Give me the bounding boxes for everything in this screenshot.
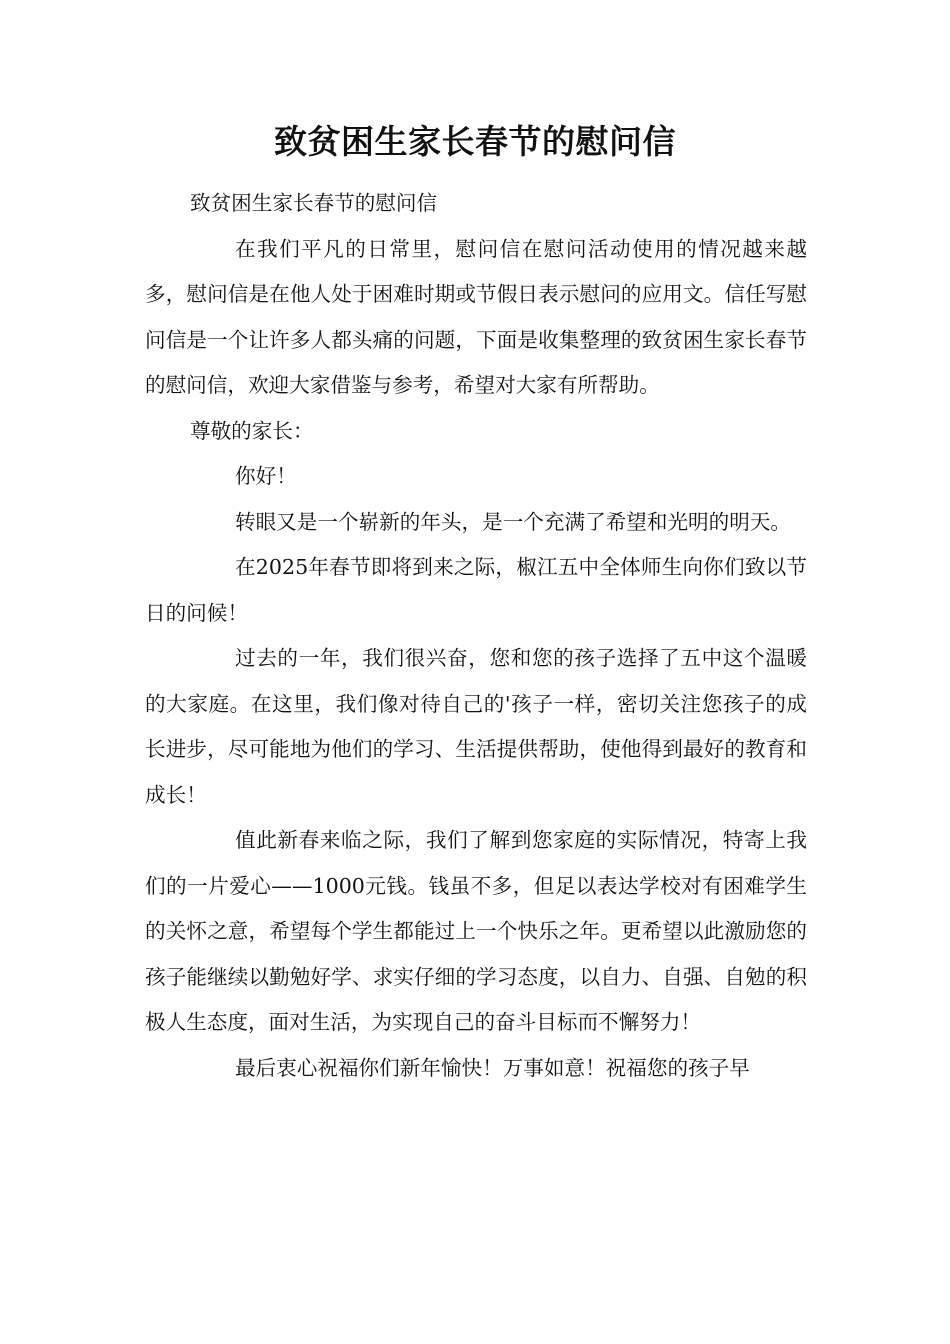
subtitle-paragraph: 致贫困生家长春节的慰问信: [190, 191, 438, 215]
document-title: 致贫困生家长春节的慰问信: [274, 122, 676, 161]
closing-paragraph: 最后衷心祝福你们新年愉快！万事如意！祝福您的孩子早: [235, 1055, 750, 1080]
intro-paragraph: 在我们平凡的日常里，慰问信在慰问活动使用的情况越来越多，慰问信是在他人处于困难时期或节假日表示慰问的应用文。信任写慰问信是一个让许多人都头痛的问题，下面是收集整理的致贫困生家长春节的慰问信，欢迎大家借鉴与参考，希望对大家有所帮助。: [145, 236, 807, 397]
body-paragraph: 在2025年春节即将到来之际，椒江五中全体师生向你们致以节日的问候！: [145, 555, 807, 625]
body-paragraph: 值此新春来临之际，我们了解到您家庭的实际情况，特寄上我们的一片爱心——1000元钱。钱虽不多，但足以表达学校对有困难学生的关怀之意，希望每个学生都能过上一个快乐之年。更希望以此激励您的孩子能继续以勤勉好学、求实仔细的学习态度，以自力、自强、自勉的积极人生态度，面对生活，为实现自己的奋斗目标而不懈努力！: [145, 828, 807, 1034]
salutation: 尊敬的家长：: [190, 418, 314, 443]
greeting: 你好！: [235, 464, 297, 488]
document-body: [145, 181, 807, 1091]
body-paragraph: 过去的一年，我们很兴奋，您和您的孩子选择了五中这个温暖的大家庭。在这里，我们像对待自己的'孩子一样，密切关注您孩子的成长进步，尽可能地为他们的学习、生活提供帮助，使他得到最好的教育和成长！: [145, 646, 807, 807]
body-paragraph: 转眼又是一个崭新的年头，是一个充满了希望和光明的明天。: [235, 509, 792, 534]
